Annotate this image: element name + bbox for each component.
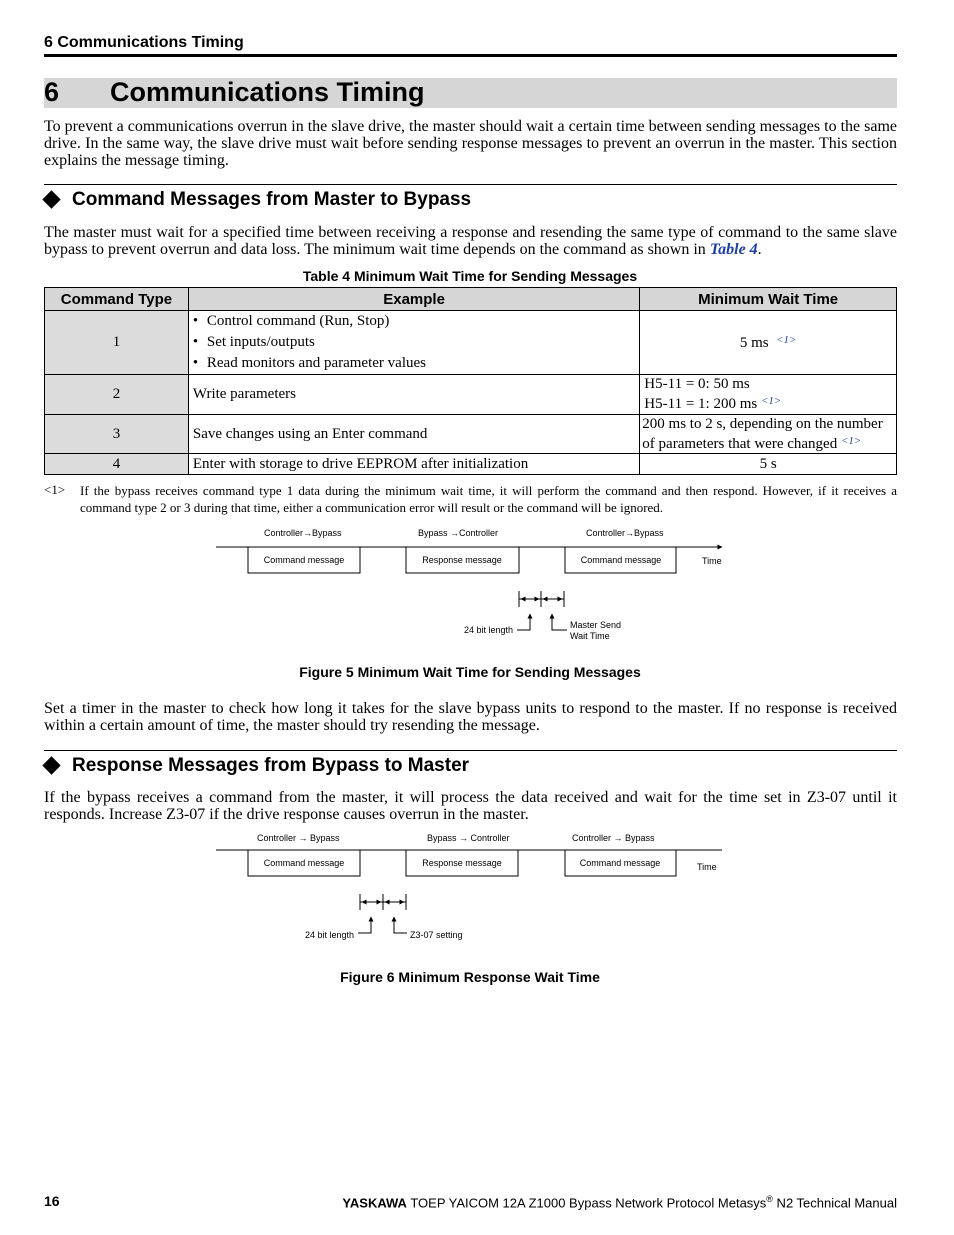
response-message-label: Response message bbox=[422, 858, 502, 868]
section1-paragraph bbox=[44, 224, 897, 258]
footnote-text: If the bypass receives command type 1 data during the minimum wait time, it will perform the command and then respond. However, if it receives a command type 2 or 3 during that time, either a communication error will result or the command will be ignored. bbox=[80, 483, 897, 515]
table-row bbox=[45, 311, 897, 375]
fig6-label-controller-to-bypass: Controller → Bypass bbox=[257, 833, 340, 843]
list-item: • Set inputs/outputs bbox=[205, 332, 635, 353]
example-cell bbox=[188, 311, 639, 375]
example-cell: Enter with storage to drive EEPROM after initialization bbox=[188, 454, 639, 475]
minimum-wait-time-table bbox=[44, 287, 897, 475]
fig6-label-controller-to-bypass-2: Controller → Bypass bbox=[572, 833, 655, 843]
wait-time-line-2 bbox=[642, 433, 894, 453]
master-send-wait-label-2: Wait Time bbox=[570, 631, 610, 641]
header-example: Example bbox=[188, 288, 639, 311]
z3-07-leader bbox=[394, 918, 407, 933]
table-caption: Table 4 Minimum Wait Time for Sending Messages bbox=[302, 268, 638, 284]
diamond-bullet-icon bbox=[42, 756, 60, 774]
response-message-label: Response message bbox=[422, 555, 502, 565]
chapter-title: Communications Timing bbox=[110, 77, 425, 107]
wait-time-line: H5-11 = 0: 50 ms bbox=[644, 376, 750, 392]
table-row bbox=[45, 375, 897, 415]
fig6-label-bypass-to-controller: Bypass → Controller bbox=[427, 833, 510, 843]
example-cell: Write parameters bbox=[188, 375, 639, 415]
section1-body-end: . bbox=[757, 241, 762, 258]
bit-length-label: 24 bit length bbox=[305, 930, 355, 940]
wait-time-cell bbox=[640, 415, 897, 454]
wait-time-cell bbox=[640, 311, 897, 375]
wait-time-line-2 bbox=[644, 393, 892, 413]
command-message-label-2: Command message bbox=[580, 555, 662, 565]
command-message-label: Command message bbox=[263, 858, 345, 868]
footnote-ref-link[interactable]: <1> bbox=[776, 333, 797, 346]
fig5-label-bypass-to-controller: Bypass →Controller bbox=[418, 528, 499, 538]
command-type-cell: 1 bbox=[45, 311, 189, 375]
section-title-response-messages: Response Messages from Bypass to Master bbox=[72, 755, 470, 776]
header-rule bbox=[44, 54, 897, 57]
list-item: • Control command (Run, Stop) bbox=[205, 311, 635, 332]
wait-time-leader bbox=[552, 615, 567, 630]
footer-title-text: TOEP YAICOM 12A Z1000 Bypass Network Protocol Metasys bbox=[406, 1195, 767, 1211]
example-list bbox=[193, 311, 635, 374]
command-message-label: Command message bbox=[263, 555, 345, 565]
intro-paragraph: To prevent a communications overrun in the slave drive, the master should wait a certain time between sending messages to the same drive. In the same way, the slave drive must wait before sending response messages to prevent an overrun in the master. This section explains the message timing. bbox=[44, 118, 897, 169]
figure-6-timing-diagram bbox=[0, 826, 954, 946]
footnote-ref-link[interactable]: <1> bbox=[840, 434, 862, 447]
section-rule bbox=[44, 184, 897, 185]
footnote-ref-link[interactable]: <1> bbox=[760, 395, 782, 407]
figure-5-timing-diagram bbox=[0, 520, 954, 650]
figure-5-caption: Figure 5 Minimum Wait Time for Sending Messages bbox=[299, 664, 641, 680]
table-header-row bbox=[45, 288, 897, 311]
table-row bbox=[45, 415, 897, 454]
section-rule bbox=[44, 750, 897, 751]
master-send-wait-label-1: Master Send bbox=[570, 620, 622, 630]
fig5-label-controller-to-bypass: Controller→Bypass bbox=[264, 528, 342, 538]
figure-6-caption: Figure 6 Minimum Response Wait Time bbox=[340, 969, 600, 985]
page-number: 16 bbox=[44, 1193, 60, 1209]
running-head: 6 Communications Timing bbox=[44, 34, 244, 51]
command-type-cell: 3 bbox=[45, 415, 189, 454]
table-4-link[interactable]: Table 4 bbox=[709, 241, 758, 258]
header-minimum-wait-time: Minimum Wait Time bbox=[640, 288, 897, 311]
example-cell: Save changes using an Enter command bbox=[188, 415, 639, 454]
wait-time-value: 5 ms bbox=[739, 334, 769, 351]
diamond-bullet-icon bbox=[42, 190, 60, 208]
table-row bbox=[45, 454, 897, 475]
footer-title-end: N2 Technical Manual bbox=[772, 1195, 897, 1211]
footer-brand: YASKAWA bbox=[342, 1195, 407, 1211]
wait-time-line-text: of parameters that were changed bbox=[642, 435, 838, 452]
wait-time-line: 200 ms to 2 s, depending on the number bbox=[642, 415, 883, 432]
section1-body-text: The master must wait for a specified time between receiving a response and resending the same type of command to the same slave bypass to prevent overrun and data loss. The minimum wait time depends on the command as shown in bbox=[44, 224, 897, 258]
command-type-cell: 2 bbox=[45, 375, 189, 415]
bit-length-label: 24 bit length bbox=[464, 625, 514, 635]
fig5-label-controller-to-bypass-2: Controller→Bypass bbox=[586, 528, 664, 538]
section2-paragraph: If the bypass receives a command from the master, it will process the data received and wait for the time set in Z3-07 until it responds. Increase Z3-07 if the drive response causes overrun in the master. bbox=[44, 789, 897, 823]
command-type-cell: 4 bbox=[45, 454, 189, 475]
wait-time-line-text: H5-11 = 1: 200 ms bbox=[644, 396, 758, 412]
section-title-command-messages: Command Messages from Master to Bypass bbox=[72, 189, 472, 210]
timer-paragraph: Set a timer in the master to check how long it takes for the slave bypass units to respond to the master. If no response is received within a certain amount of time, the master should try resending the message. bbox=[44, 700, 897, 734]
registered-mark: ® bbox=[766, 1194, 773, 1204]
footnote-mark: <1> bbox=[44, 482, 66, 497]
time-label: Time bbox=[697, 862, 717, 872]
header-command-type: Command Type bbox=[45, 288, 189, 311]
command-message-label-2: Command message bbox=[579, 858, 661, 868]
list-item: • Read monitors and parameter values bbox=[205, 353, 635, 374]
bit-length-leader bbox=[358, 918, 371, 933]
chapter-number: 6 bbox=[44, 77, 60, 107]
wait-time-cell: 5 s bbox=[640, 454, 897, 475]
wait-time-cell bbox=[640, 375, 897, 415]
time-label: Time bbox=[702, 556, 722, 566]
z3-07-setting-label: Z3-07 setting bbox=[410, 930, 463, 940]
footer-title bbox=[342, 1194, 897, 1210]
bit-length-leader bbox=[517, 615, 530, 630]
